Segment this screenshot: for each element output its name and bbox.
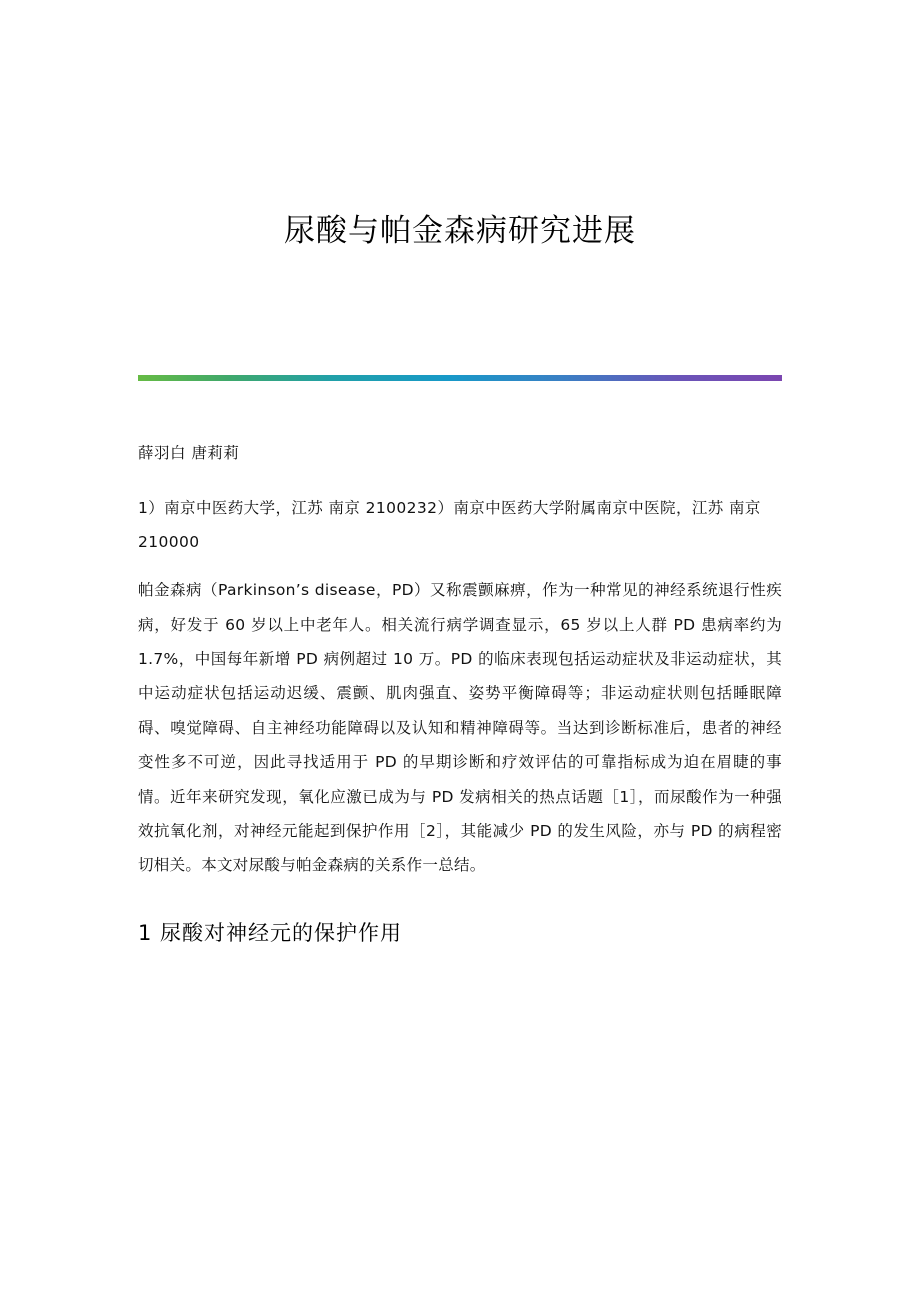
gradient-divider: [138, 375, 782, 381]
document-content: [75, 441, 845, 947]
page-title: 尿酸与帕金森病研究进展: [284, 213, 636, 249]
authors: 薛羽白 唐莉莉: [138, 444, 240, 462]
abstract-paragraph: 帕金森病（Parkinson’s disease，PD）又称震颤麻痹，作为一种常见的神经系统退行性疾病，好发于 60 岁以上中老年人。相关流行病学调查显示，65 岁以上人群 PD 患病率约为 1.7%，中国每年新增 PD 病例超过 10 万。PD 的临床表现包括运动症状及非运动症状，其中运动症状包括运动迟缓、震颤、肌肉强直、姿势平衡障碍等；非运动症状则包括睡眠障碍、嗅觉障碍、自主神经功能障碍以及认知和精神障碍等。当达到诊断标准后，患者的神经变性多不可逆，因此寻找适用于 PD 的早期诊断和疗效评估的可靠指标成为迫在眉睫的事情。近年来研究发现，氧化应激已成为与 PD 发病相关的热点话题［1］，而尿酸作为一种强效抗氧化剂，对神经元能起到保护作用［2］，其能减少 PD 的发生风险，亦与 PD 的病程密切相关。本文对尿酸与帕金森病的关系作一总结。: [138, 581, 782, 875]
affiliation: 1）南京中医药大学，江苏 南京 2100232）南京中医药大学附属南京中医院，江苏 南京 210000: [138, 499, 761, 552]
section-heading-1: 1 尿酸对神经元的保护作用: [138, 920, 403, 945]
title-divider-wrapper: [75, 375, 845, 381]
